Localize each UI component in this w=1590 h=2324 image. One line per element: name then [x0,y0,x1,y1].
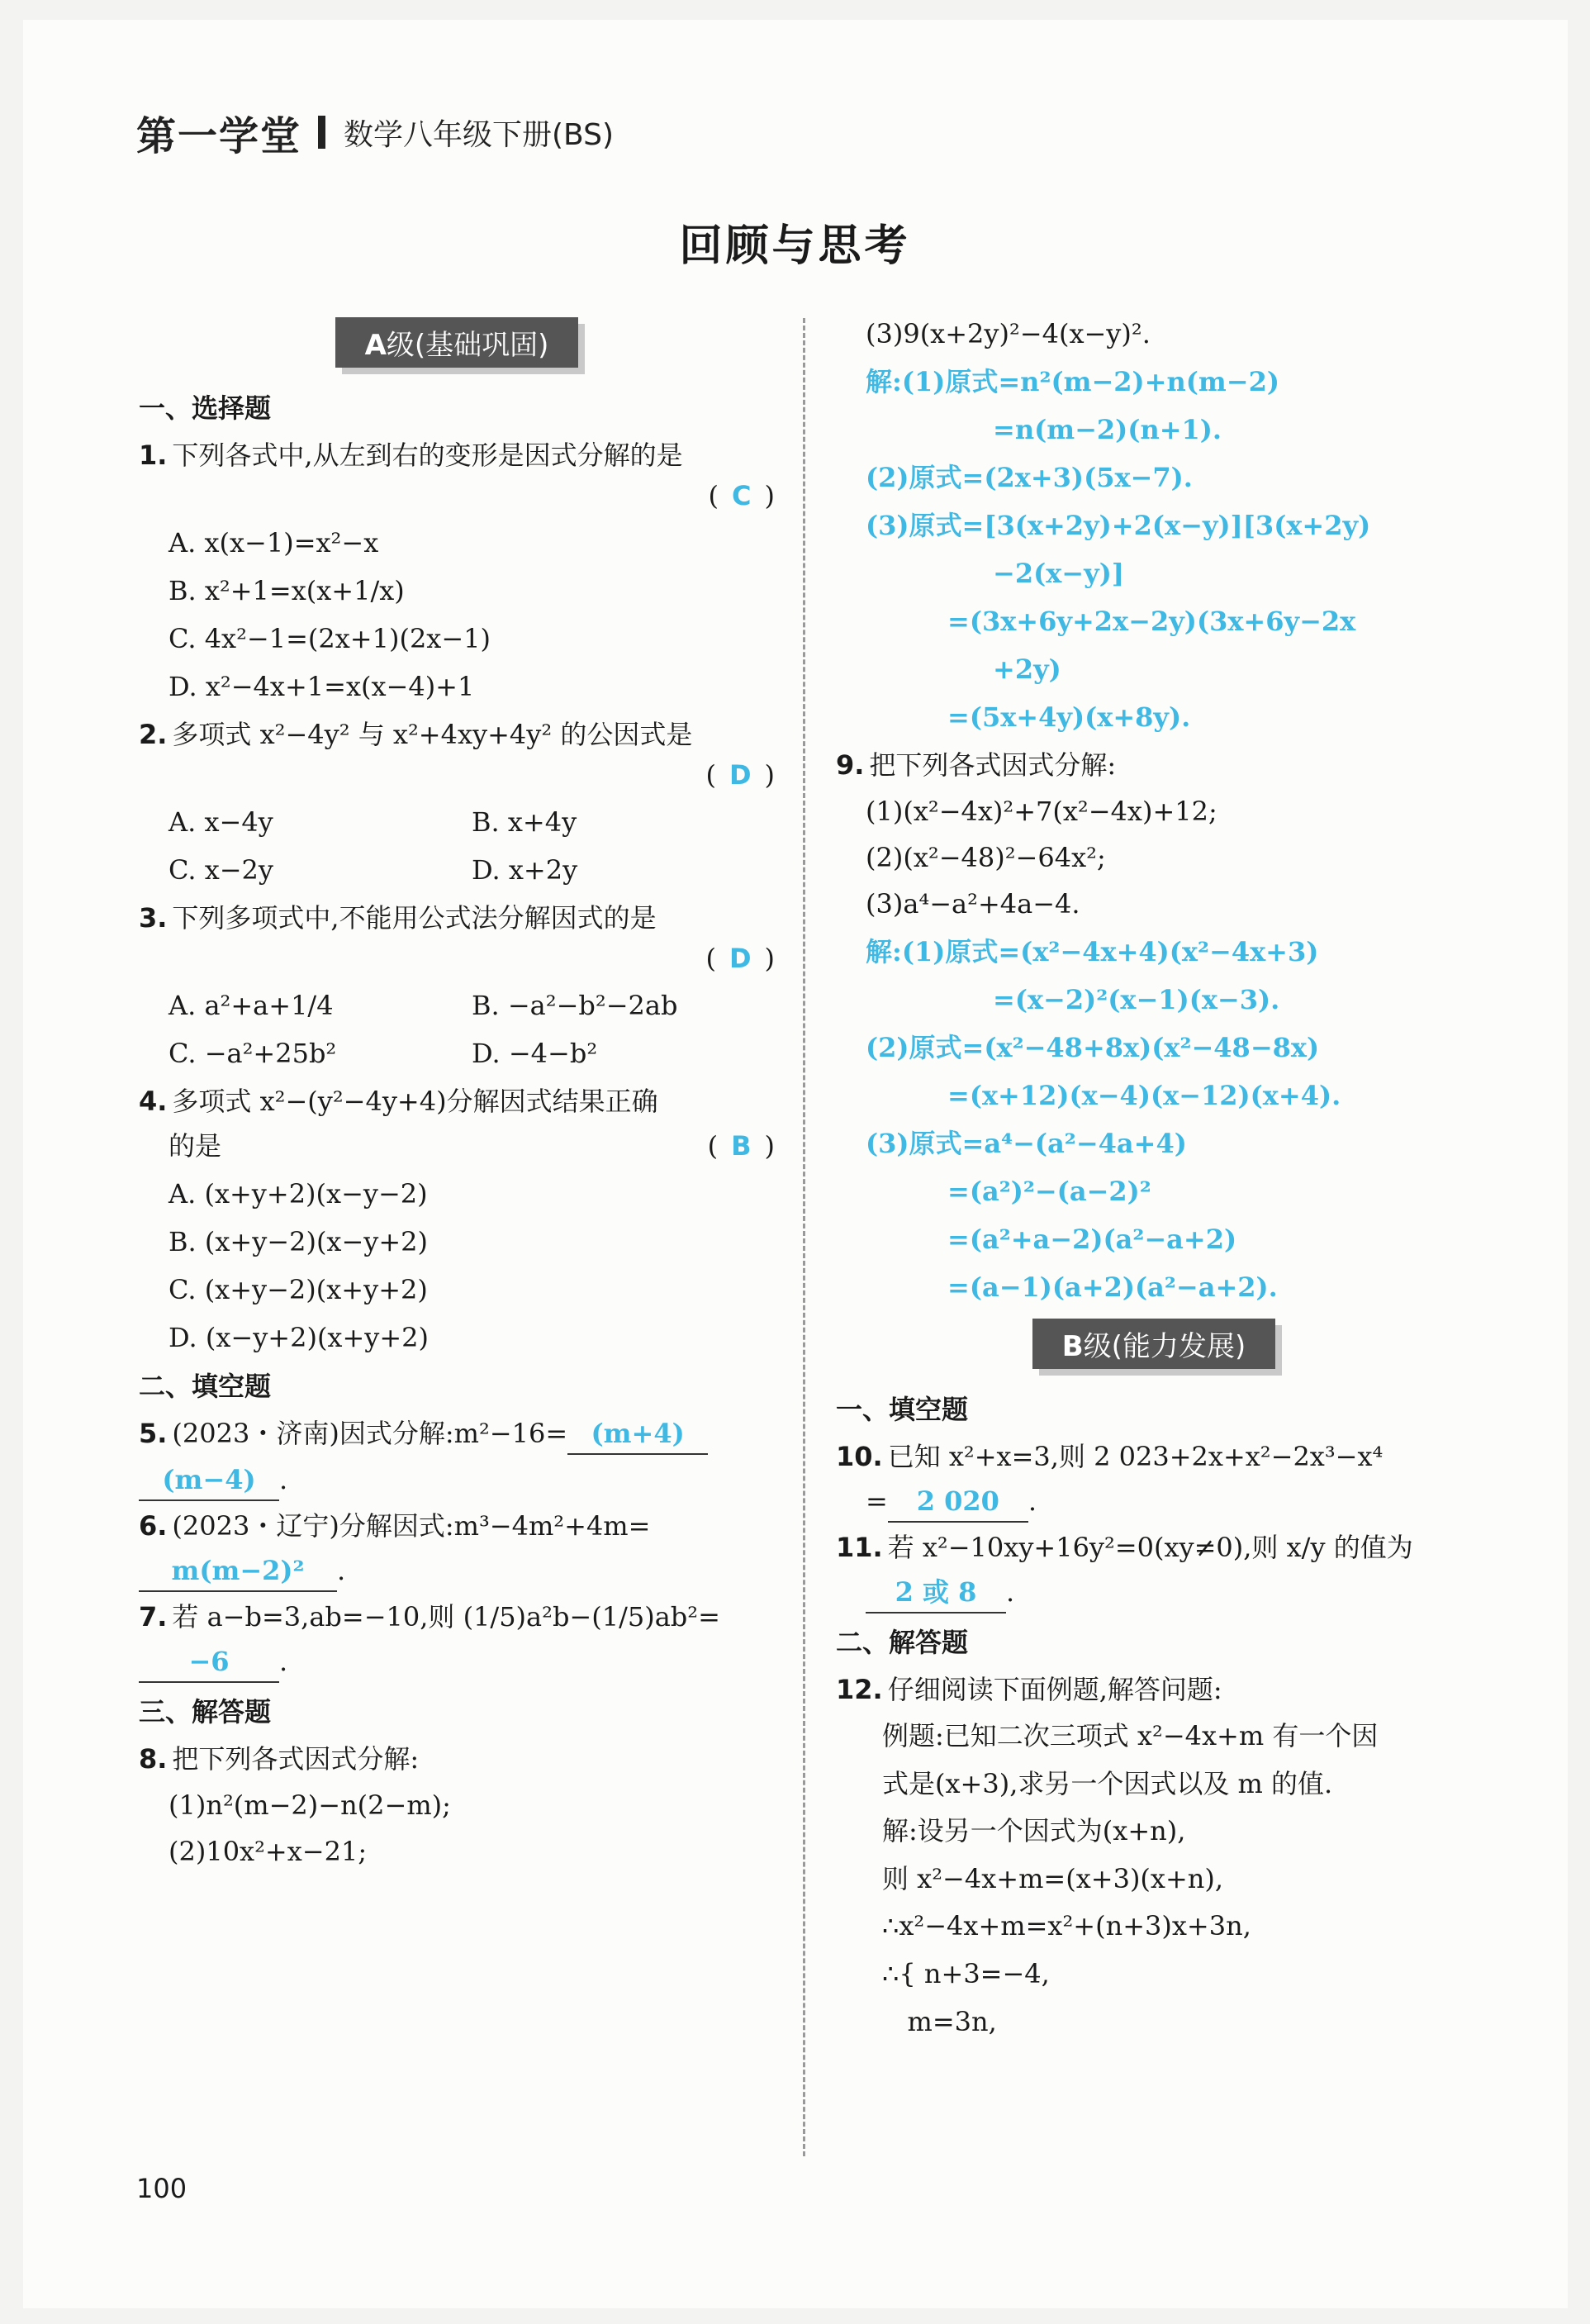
sub-item: (3)9(x+2y)²−4(x−y)². [866,318,1151,349]
question-text: 下列多项式中,不能用公式法分解因式的是 [172,902,657,934]
question-number: 4. [139,1086,168,1117]
solution-line: =(x−2)²(x−1)(x−3). [993,984,1280,1015]
option: B. x²+1=x(x+1/x) [168,575,405,606]
level-a-text: 级(基础巩固) [386,329,549,362]
option: C. −a²+25b² [168,1038,337,1069]
options-row [168,850,775,890]
sub-item: (3)a⁴−a²+4a−4. [866,888,1080,920]
section-solve: 三、解答题 [139,1696,272,1728]
question-7 [139,1597,775,1637]
options-row [168,802,775,842]
option: A. a²+a+1/4 [168,990,334,1021]
option: D. −4−b² [472,1038,598,1069]
sub-item: (2)(x²−48)²−64x²; [866,842,1106,873]
option: B. −a²−b²−2ab [472,990,678,1021]
example-line: m=3n, [882,2005,997,2037]
option: A. x−4y [168,806,273,838]
level-a-badge [335,317,579,368]
question-number: 3. [139,902,168,934]
options-row [168,986,775,1025]
example-line: 解:设另一个因式为(x+n), [882,1815,1186,1847]
question-text: 的是 [168,1130,222,1162]
question-number: 12. [836,1674,883,1705]
level-a-grade: A [364,329,387,362]
solution-line: 解:(1)原式=n²(m−2)+n(m−2) [866,366,1279,397]
section-fill: 二、填空题 [139,1371,272,1402]
question-number: 10. [836,1441,883,1472]
example-line: 例题:已知二次三项式 x²−4x+m 有一个因 [882,1720,1379,1751]
solution-line: +2y) [993,653,1061,685]
level-b-text: 级(能力发展) [1083,1330,1246,1363]
page-header [136,103,614,161]
page-title: 回顾与思考 [679,221,911,271]
solution-line: =(5x+4y)(x+8y). [947,701,1191,733]
sub-item: (1)n²(m−2)−n(2−m); [168,1789,451,1821]
answer-choice: B [731,1130,752,1162]
question-text: 若 a−b=3,ab=−10,则 (1/5)a²b−(1/5)ab²= [172,1601,720,1633]
question-text: 把下列各式因式分解: [869,749,1117,781]
answer-blank: (m−4) [139,1460,279,1501]
section-solve-b: 二、解答题 [836,1627,969,1658]
question-12 [836,1670,1472,1709]
question-text: 若 x²−10xy+16y²=0(xy≠0),则 x/y 的值为 [887,1532,1413,1563]
left-column [139,314,775,1878]
solution-line: (2)原式=(2x+3)(5x−7). [866,462,1193,493]
answer-choice: D [729,759,752,791]
answer-choice: C [732,480,752,511]
answer-bracket: ( D ) [705,943,775,974]
question-text: 下列各式中,从左到右的变形是因式分解的是 [172,440,683,471]
question-5-cont: (m−4) . [139,1460,775,1501]
question-number: 2. [139,719,168,750]
example-line: 则 x²−4x+m=(x+3)(x+n), [882,1862,1224,1894]
sub-item: (1)(x²−4x)²+7(x²−4x)+12; [866,796,1217,827]
question-10-cont: = 2 020 . [866,1481,1472,1523]
question-text: (2023・辽宁)分解因式:m³−4m²+4m= [172,1510,651,1542]
brand-title: 第一学堂 [136,112,302,159]
question-text: 把下列各式因式分解: [172,1743,420,1775]
answer-bracket: ( D ) [705,759,775,791]
option: C. 4x²−1=(2x+1)(2x−1) [168,623,491,654]
example-line: ∴x²−4x+m=x²+(n+3)x+3n, [882,1910,1251,1942]
option: B. (x+y−2)(x−y+2) [168,1226,429,1257]
question-text: 已知 x²+x=3,则 2 023+2x+x²−2x³−x⁴ [887,1441,1384,1472]
question-11 [836,1528,1472,1567]
option: D. x+2y [472,854,578,886]
question-4-cont: 的是 ( B ) [168,1126,775,1166]
solution-line: 解:(1)原式=(x²−4x+4)(x²−4x+3) [866,936,1319,967]
question-4 [139,1081,775,1121]
header-divider [318,116,325,149]
question-number: 9. [836,749,865,781]
sub-item: (2)10x²+x−21; [168,1836,368,1867]
option: D. x²−4x+1=x(x−4)+1 [168,671,475,702]
option: A. x(x−1)=x²−x [168,527,379,558]
solution-line: =(a²)²−(a−2)² [947,1176,1151,1207]
option: D. (x−y+2)(x+y+2) [168,1322,430,1353]
equals-sign: = [866,1485,888,1517]
question-text: 仔细阅读下面例题,解答问题: [887,1674,1222,1705]
question-number: 8. [139,1743,168,1775]
page-number: 100 [136,2173,187,2204]
question-6 [139,1506,775,1546]
solution-line: =(x+12)(x−4)(x−12)(x+4). [947,1080,1341,1111]
question-text: 多项式 x²−(y²−4y+4)分解因式结果正确 [172,1086,658,1117]
solution-line: −2(x−y)] [993,558,1124,589]
question-3 [139,898,775,938]
answer-blank: 2 020 [888,1481,1028,1523]
answer-blank: m(m−2)² [139,1551,337,1592]
subject-title: 数学八年级下册(BS) [344,117,615,152]
question-6-cont: m(m−2)² . [139,1551,775,1592]
solution-line: =(a−1)(a+2)(a²−a+2). [947,1271,1278,1303]
question-number: 11. [836,1532,883,1563]
answer-blank: (m+4) [567,1414,708,1455]
options-row [168,1034,775,1073]
question-2 [139,715,775,754]
solution-line: =(a²+a−2)(a²−a+2) [947,1224,1237,1255]
question-8 [139,1739,775,1779]
question-number: 7. [139,1601,168,1633]
solution-line: (3)原式=a⁴−(a²−4a+4) [866,1128,1187,1159]
example-line: 式是(x+3),求另一个因式以及 m 的值. [882,1767,1333,1799]
section-fill-b: 一、填空题 [836,1394,969,1425]
solution-line: =(3x+6y+2x−2y)(3x+6y−2x [947,606,1356,637]
question-text: (2023・济南)因式分解:m²−16= [172,1418,568,1449]
column-divider [803,318,805,2156]
example-line: ∴{ n+3=−4, [882,1957,1050,1989]
section-choice: 一、选择题 [139,392,272,424]
option: A. (x+y+2)(x−y−2) [168,1178,428,1210]
question-11-cont: 2 或 8 . [866,1572,1472,1613]
question-9 [836,745,1472,785]
level-b-grade: B [1061,1330,1084,1363]
option: C. x−2y [168,854,273,886]
question-1 [139,435,775,475]
question-number: 1. [139,440,168,471]
option: B. x+4y [472,806,577,838]
answer-choice: D [729,943,752,974]
solution-line: (2)原式=(x²−48+8x)(x²−48−8x) [866,1032,1320,1063]
question-text: 多项式 x²−4y² 与 x²+4xy+4y² 的公因式是 [172,719,693,750]
question-7-cont: −6 . [139,1642,775,1683]
option: C. (x+y−2)(x+y+2) [168,1274,428,1305]
question-10 [836,1437,1472,1476]
question-5 [139,1414,775,1455]
question-number: 5. [139,1418,168,1449]
answer-blank: 2 或 8 [866,1572,1006,1613]
solution-line: (3)原式=[3(x+2y)+2(x−y)][3(x+2y) [866,510,1371,541]
right-column [836,314,1472,2049]
answer-bracket: ( C ) [708,480,775,511]
answer-blank: −6 [139,1642,279,1683]
question-number: 6. [139,1510,168,1542]
level-b-badge [1032,1319,1275,1369]
solution-line: =n(m−2)(n+1). [993,414,1222,445]
